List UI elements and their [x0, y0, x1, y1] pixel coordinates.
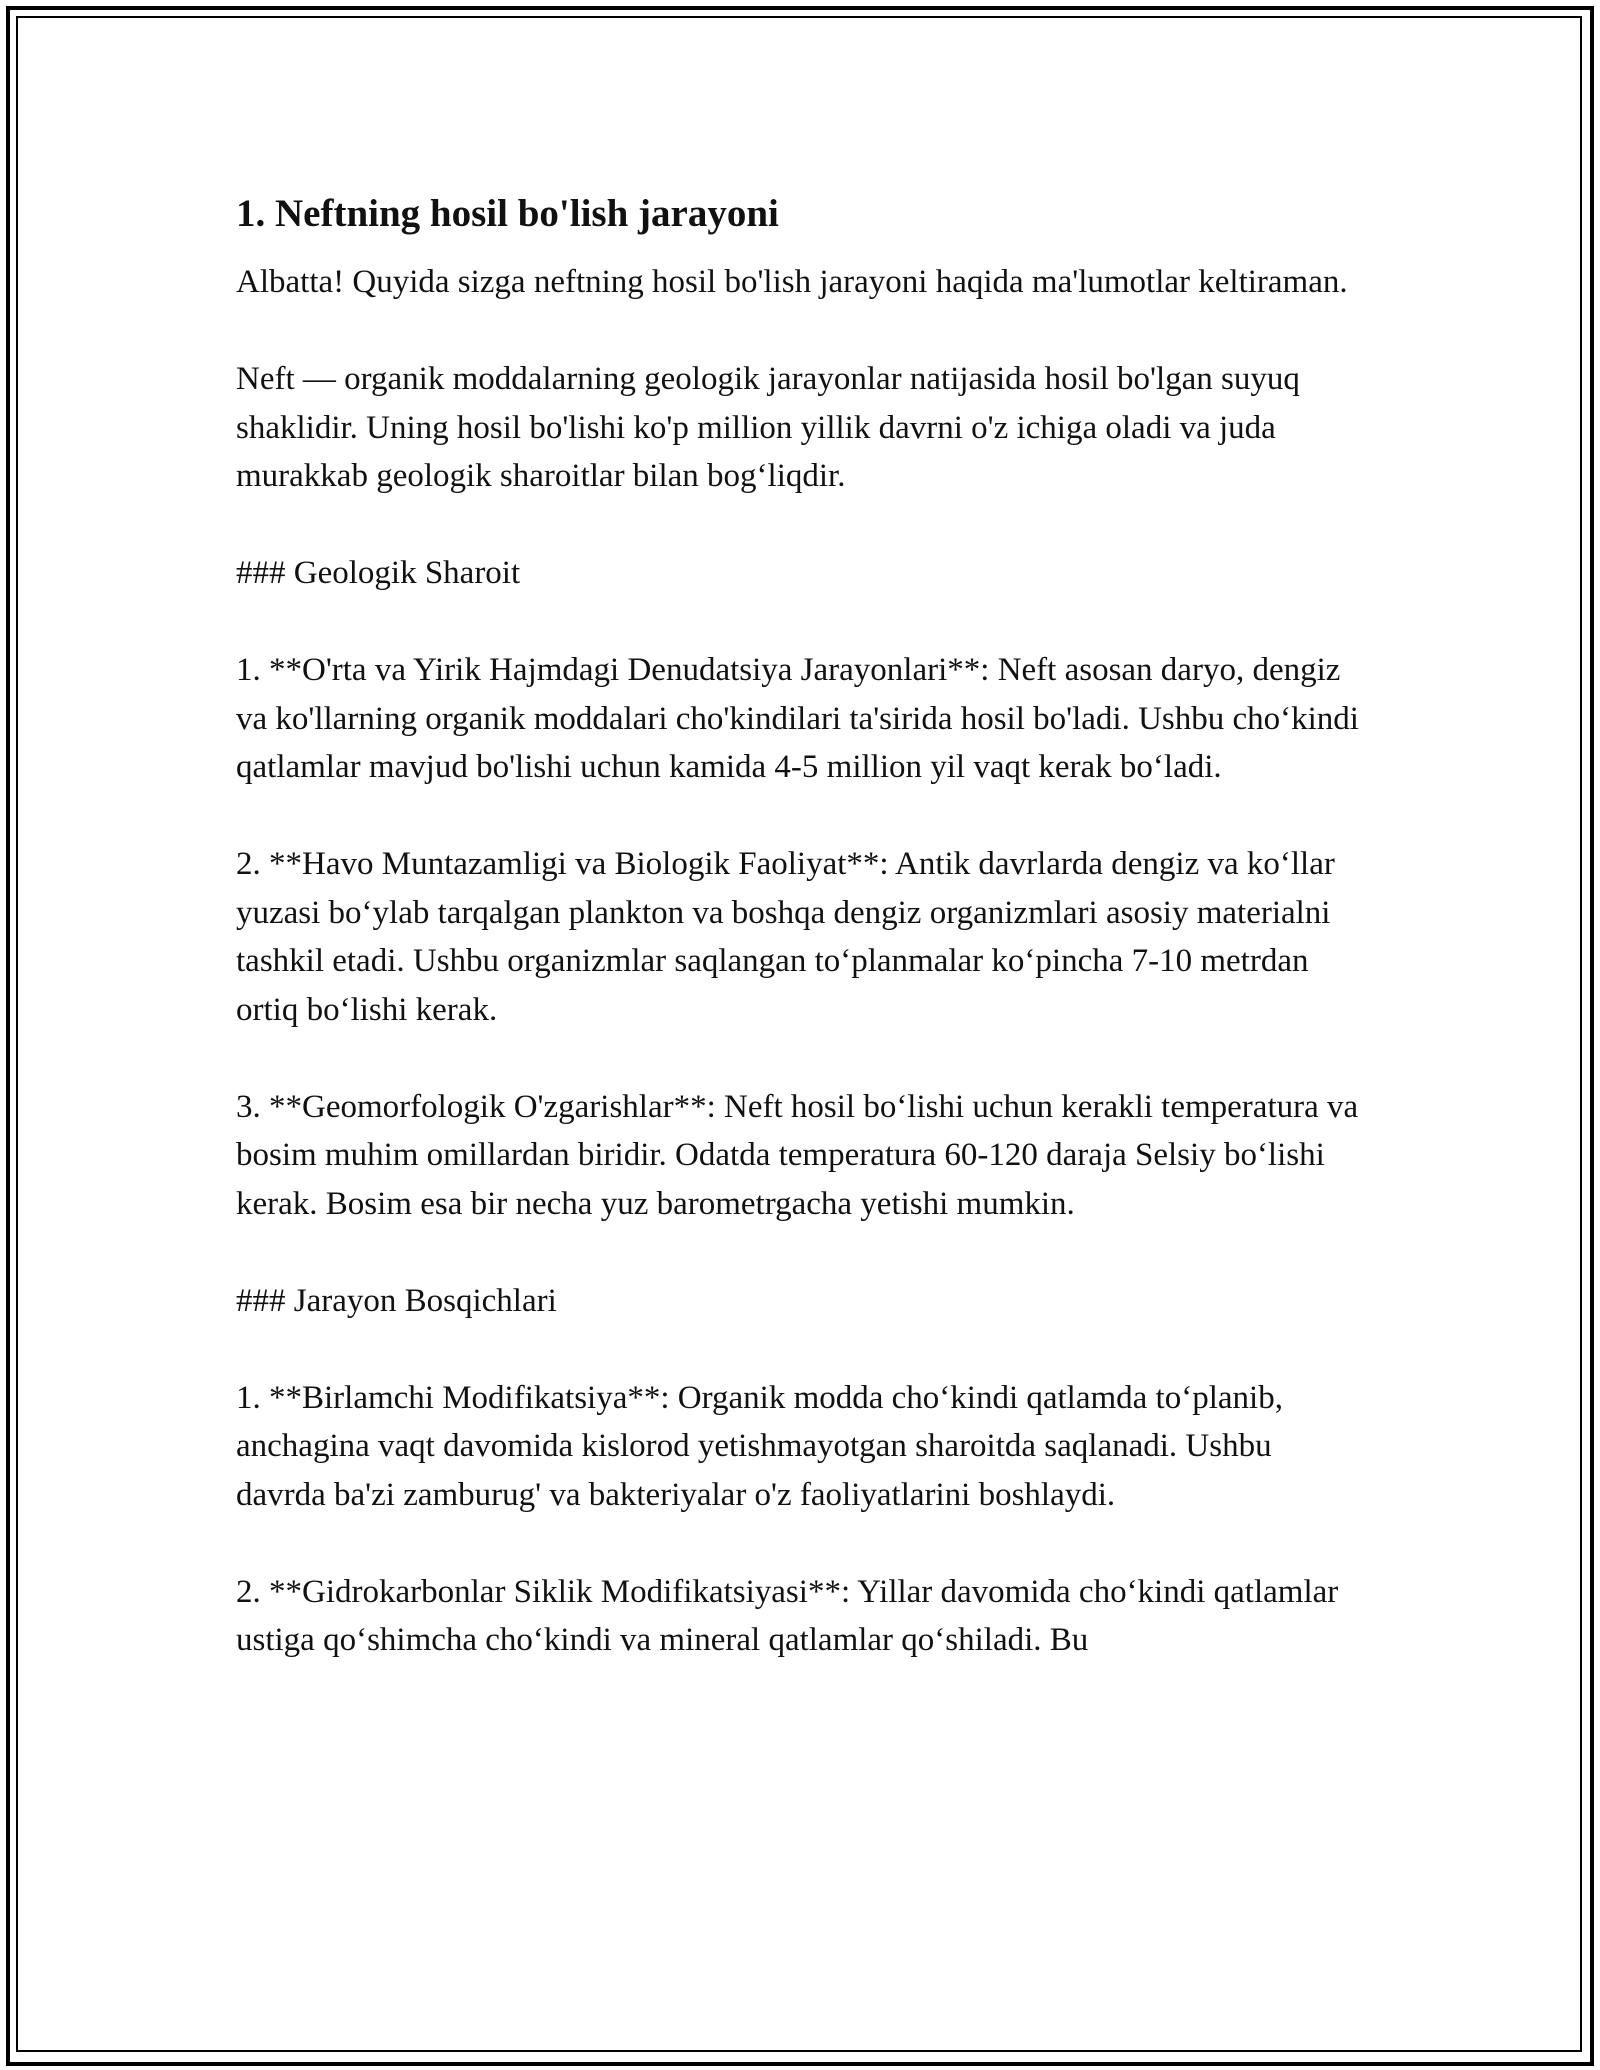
list-item-denudatsiya: 1. **O'rta va Yirik Hajmdagi Denudatsiya Jarayonlari**: Neft asosan daryo, dengiz va ko'llarning organik moddalari cho'kindilari ta'sirida hosil bo'ladi. Ushbu cho‘kindi qatlamlar mavjud bo'lishi uchun kamida 4-5 million yil vaqt kerak bo‘ladi. [236, 652, 1359, 785]
section-heading-jarayon-bosqichlari: ### Jarayon Bosqichlari [236, 1282, 557, 1319]
document-title: 1. Neftning hosil bo'lish jarayoni [236, 192, 779, 235]
list-item-siklik-modifikatsiya: 2. **Gidrokarbonlar Siklik Modifikatsiyasi**: Yillar davomida cho‘kindi qatlamlar ustiga qo‘shimcha cho‘kindi va mineral qatlamlar qo‘shiladi. Bu [236, 1573, 1339, 1658]
list-item-biologik-faoliyat: 2. **Havo Muntazamligi va Biologik Faoliyat**: Antik davrlarda dengiz va ko‘llar yuzasi bo‘ylab tarqalgan plankton va boshqa dengiz organizmlari asosiy materialni tashkil etadi. Ushbu organizmlar saqlangan to‘planmalar ko‘pincha 7-10 metrdan ortiq bo‘lishi kerak. [236, 846, 1335, 1028]
paragraph-intro: Albatta! Quyida sizga neftning hosil bo'lish jarayoni haqida ma'lumotlar keltiraman. [236, 264, 1348, 300]
document-page [236, 186, 1366, 1713]
paragraph-neft-definition: Neft — organik moddalarning geologik jarayonlar natijasida hosil bo'lgan suyuq shaklidir. Uning hosil bo'lishi ko'p million yillik davrni o'z ichiga oladi va juda murakkab geologik sharoitlar bilan bog‘liqdir. [236, 361, 1300, 494]
section-heading-geologik-sharoit: ### Geologik Sharoit [236, 555, 521, 591]
list-item-birlamchi-modifikatsiya: 1. **Birlamchi Modifikatsiya**: Organik modda cho‘kindi qatlamda to‘planib, anchagina vaqt davomida kislorod yetishmayotgan sharoitda saqlanadi. Ushbu davrda ba'zi zamburug' va bakteriyalar o'z faoliyatlarini boshlaydi. [236, 1379, 1283, 1513]
list-item-geomorfologik: 3. **Geomorfologik O'zgarishlar**: Neft hosil bo‘lishi uchun kerakli temperatura va bosim muhim omillardan biridir. Odatda temperatura 60-120 daraja Selsiy bo‘lishi kerak. Bosim esa bir necha yuz barometrgacha yetishi mumkin. [236, 1088, 1359, 1222]
